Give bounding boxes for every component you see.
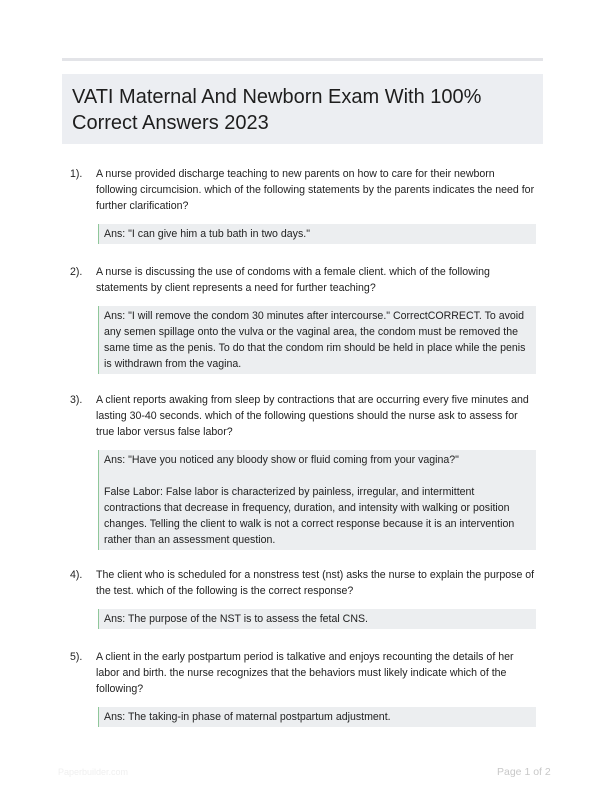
answer-text: Ans: The purpose of the NST is to assess the fetal CNS.	[104, 613, 368, 625]
answer-box	[98, 306, 536, 374]
footer-site-watermark: Paperbuilder.com	[58, 767, 129, 777]
answer-box	[98, 450, 536, 550]
question-3	[70, 392, 536, 550]
top-divider	[62, 58, 543, 61]
question-text: A nurse provided discharge teaching to new parents on how to care for their newborn following circumcision. which of the following statements by the parents indicates the need for further clarification?	[96, 168, 535, 212]
title-banner	[62, 74, 543, 144]
question-number: 1).	[70, 168, 83, 180]
page-number: Page 1 of 2	[497, 766, 551, 778]
question-4	[70, 567, 536, 629]
question-5	[70, 649, 536, 727]
question-text: The client who is scheduled for a nonstress test (nst) asks the nurse to explain the purpose of the test. which of the following is the correct response?	[96, 569, 535, 597]
answer-box	[98, 707, 536, 727]
question-text: A client reports awaking from sleep by contractions that are occurring every five minutes and lasting 30-40 seconds. which of the following questions should the nurse ask to assess for true labor versus false labor?	[96, 394, 529, 438]
answer-text: Ans: The taking-in phase of maternal postpartum adjustment.	[104, 711, 391, 723]
answer-text: Ans: "I can give him a tub bath in two days."	[104, 228, 310, 240]
answer-box	[98, 224, 536, 244]
question-number: 5).	[70, 651, 83, 663]
question-number: 4).	[70, 569, 83, 581]
question-number: 3).	[70, 394, 83, 406]
question-text: A nurse is discussing the use of condoms with a female client. which of the following statements by client represents a need for further teaching?	[96, 266, 490, 294]
question-text: A client in the early postpartum period is talkative and enjoys recounting the details of her labor and birth. the nurse recognizes that the behaviors must likely indicate which of the following?	[96, 651, 514, 695]
answer-text: Ans: "Have you noticed any bloody show or fluid coming from your vagina?"	[104, 454, 459, 466]
answer-text: Ans: "I will remove the condom 30 minutes after intercourse." CorrectCORRECT. To avoid any semen spillage onto the vulva or the vaginal area, the condom must be removed the same time as the penis. To do that the condom rim should be held in place while the penis is withdrawn from the vagina.	[104, 310, 526, 370]
answer-box	[98, 609, 536, 629]
question-number: 2).	[70, 266, 83, 278]
document-title: VATI Maternal And Newborn Exam With 100% Correct Answers 2023	[72, 86, 482, 134]
question-1	[70, 166, 536, 244]
question-2	[70, 264, 536, 374]
answer-explanation: False Labor: False labor is characterized by painless, irregular, and intermittent contractions that decrease in frequency, duration, and intensity with walking or position changes. Telling the client to walk is not a correct response because it is an intervention rather than an assessment question.	[104, 486, 515, 546]
